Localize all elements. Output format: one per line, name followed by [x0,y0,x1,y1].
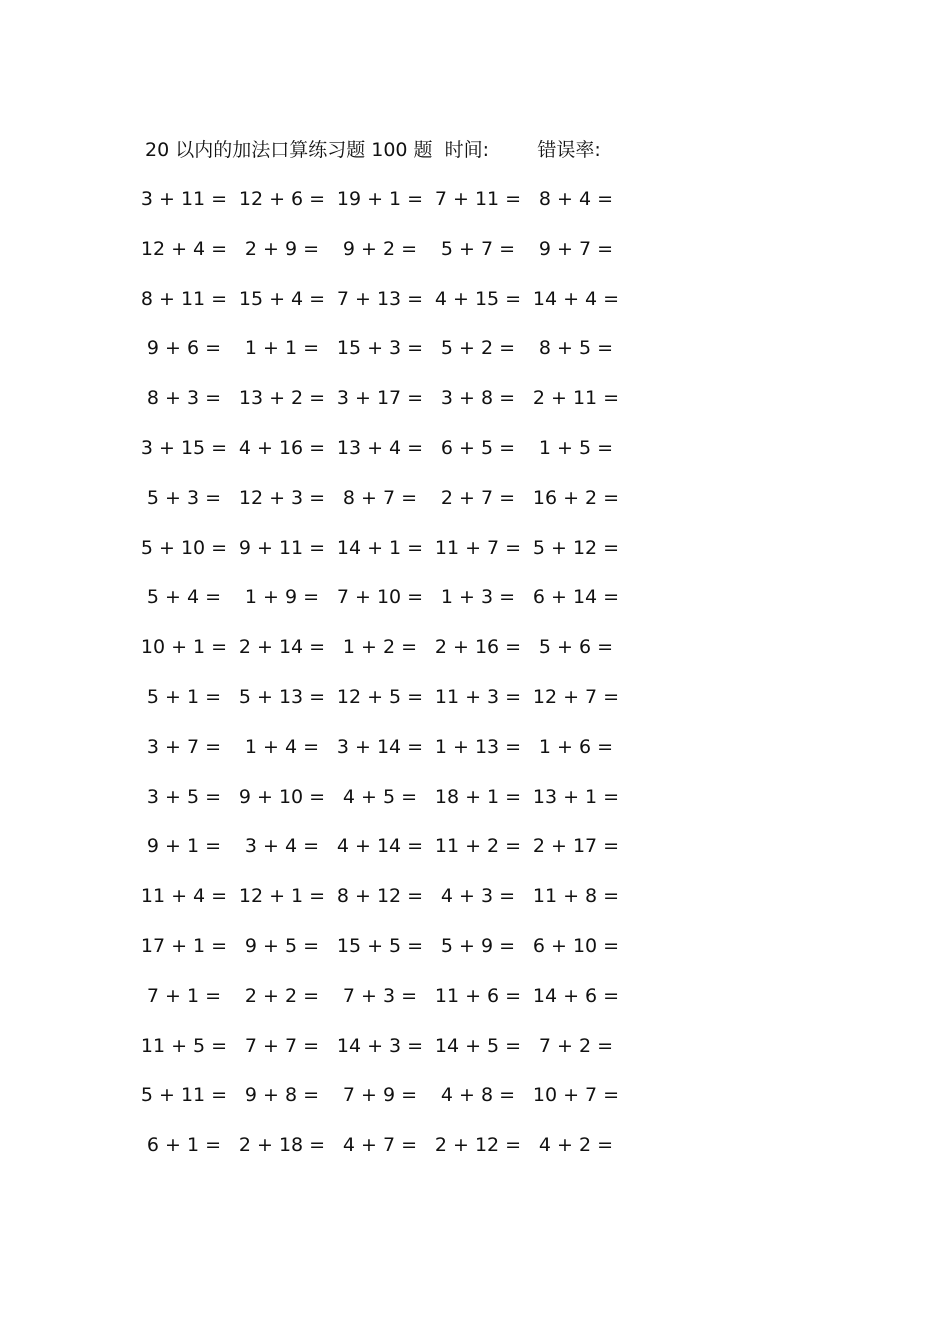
addition-problem: 9 + 2 = [342,237,418,260]
problem-row [0,484,950,512]
addition-problem: 9 + 10 = [238,785,326,808]
addition-problem: 5 + 9 = [440,935,516,957]
problem-row [0,882,950,910]
addition-problem: 2 + 7 = [440,486,516,509]
addition-problem: 12 + 5 = [336,686,424,708]
addition-problem: 12 + 3 = [238,486,326,509]
addition-problem: 4 + 2 = [538,1134,614,1157]
addition-problem: 1 + 13 = [434,735,522,758]
problem-row [0,434,950,462]
addition-problem: 7 + 11 = [434,188,522,210]
addition-problem: 12 + 6 = [238,188,326,210]
addition-problem: 5 + 4 = [146,586,222,609]
problem-row [0,783,950,811]
addition-problem: 7 + 10 = [336,586,424,609]
addition-problem: 5 + 7 = [440,237,516,260]
addition-problem: 4 + 15 = [434,287,522,310]
addition-problem: 6 + 1 = [146,1134,222,1157]
addition-problem: 9 + 1 = [146,835,222,858]
addition-problem: 1 + 1 = [244,337,320,360]
addition-problem: 5 + 13 = [238,686,326,708]
addition-problem: 18 + 1 = [434,785,522,808]
addition-problem: 2 + 17 = [532,835,620,858]
addition-problem: 2 + 9 = [244,237,320,260]
addition-problem: 13 + 2 = [238,387,326,410]
addition-problem: 3 + 5 = [146,785,222,808]
addition-problem: 1 + 5 = [538,437,614,459]
addition-problem: 9 + 11 = [238,536,326,559]
addition-problem: 12 + 4 = [140,237,228,260]
addition-problem: 7 + 9 = [342,1084,418,1107]
addition-problem: 11 + 7 = [434,536,522,559]
addition-problem: 8 + 7 = [342,486,418,509]
problem-row [0,384,950,412]
addition-problem: 7 + 13 = [336,287,424,310]
addition-problem: 4 + 14 = [336,835,424,858]
addition-problem: 8 + 5 = [538,337,614,360]
addition-problem: 1 + 9 = [244,586,320,609]
addition-problem: 6 + 10 = [532,935,620,957]
addition-problem: 9 + 5 = [244,935,320,957]
addition-problem: 2 + 18 = [238,1134,326,1157]
addition-problem: 11 + 5 = [140,1034,228,1057]
addition-problem: 14 + 3 = [336,1034,424,1057]
addition-problem: 11 + 4 = [140,885,228,908]
addition-problem: 17 + 1 = [140,935,228,957]
problem-row [0,832,950,860]
problem-row [0,982,950,1010]
addition-problem: 10 + 7 = [532,1084,620,1107]
addition-problem: 15 + 5 = [336,935,424,957]
addition-problem: 15 + 3 = [336,337,424,360]
addition-problem: 3 + 8 = [440,387,516,410]
problem-row [0,285,950,313]
addition-problem: 12 + 1 = [238,885,326,908]
addition-problem: 5 + 11 = [140,1084,228,1107]
addition-problem: 14 + 6 = [532,984,620,1007]
addition-problem: 12 + 7 = [532,686,620,708]
addition-problem: 11 + 8 = [532,885,620,908]
problem-row [0,185,950,213]
addition-problem: 7 + 7 = [244,1034,320,1057]
problem-row [0,683,950,711]
problem-row [0,733,950,761]
addition-problem: 11 + 3 = [434,686,522,708]
addition-problem: 3 + 14 = [336,735,424,758]
addition-problem: 4 + 16 = [238,437,326,459]
addition-problem: 5 + 6 = [538,636,614,659]
problem-row [0,1081,950,1109]
addition-problem: 3 + 17 = [336,387,424,410]
addition-problem: 4 + 8 = [440,1084,516,1107]
addition-problem: 1 + 2 = [342,636,418,659]
problem-row [0,633,950,661]
addition-problem: 14 + 1 = [336,536,424,559]
addition-problem: 16 + 2 = [532,486,620,509]
addition-problem: 1 + 4 = [244,735,320,758]
problem-row [0,534,950,562]
addition-problem: 2 + 2 = [244,984,320,1007]
addition-problem: 9 + 8 = [244,1084,320,1107]
problem-row [0,583,950,611]
addition-problem: 9 + 7 = [538,237,614,260]
addition-problem: 5 + 1 = [146,686,222,708]
addition-problem: 7 + 3 = [342,984,418,1007]
worksheet-title: 20 以内的加法口算练习题 100 题 时间: 错误率: [145,139,601,161]
addition-problem: 5 + 2 = [440,337,516,360]
addition-problem: 8 + 12 = [336,885,424,908]
addition-problem: 7 + 2 = [538,1034,614,1057]
addition-problem: 4 + 5 = [342,785,418,808]
problem-row [0,1131,950,1159]
addition-problem: 8 + 3 = [146,387,222,410]
addition-problem: 8 + 11 = [140,287,228,310]
addition-problem: 13 + 1 = [532,785,620,808]
addition-problem: 14 + 5 = [434,1034,522,1057]
addition-problem: 3 + 15 = [140,437,228,459]
addition-problem: 3 + 4 = [244,835,320,858]
addition-problem: 5 + 10 = [140,536,228,559]
addition-problem: 9 + 6 = [146,337,222,360]
addition-problem: 1 + 3 = [440,586,516,609]
addition-problem: 11 + 2 = [434,835,522,858]
addition-problem: 15 + 4 = [238,287,326,310]
addition-problem: 13 + 4 = [336,437,424,459]
addition-problem: 2 + 12 = [434,1134,522,1157]
problem-row [0,1032,950,1060]
problem-row [0,235,950,263]
addition-problem: 2 + 11 = [532,387,620,410]
addition-problem: 5 + 3 = [146,486,222,509]
addition-problem: 2 + 14 = [238,636,326,659]
addition-problem: 5 + 12 = [532,536,620,559]
problem-row [0,334,950,362]
addition-problem: 3 + 11 = [140,188,228,210]
addition-problem: 2 + 16 = [434,636,522,659]
addition-problem: 6 + 14 = [532,586,620,609]
addition-problem: 1 + 6 = [538,735,614,758]
addition-problem: 8 + 4 = [538,188,614,210]
addition-problem: 10 + 1 = [140,636,228,659]
addition-problem: 14 + 4 = [532,287,620,310]
addition-problem: 6 + 5 = [440,437,516,459]
addition-problem: 19 + 1 = [336,188,424,210]
addition-problem: 7 + 1 = [146,984,222,1007]
addition-problem: 3 + 7 = [146,735,222,758]
addition-problem: 4 + 7 = [342,1134,418,1157]
addition-problem: 11 + 6 = [434,984,522,1007]
addition-problem: 4 + 3 = [440,885,516,908]
problem-row [0,932,950,960]
